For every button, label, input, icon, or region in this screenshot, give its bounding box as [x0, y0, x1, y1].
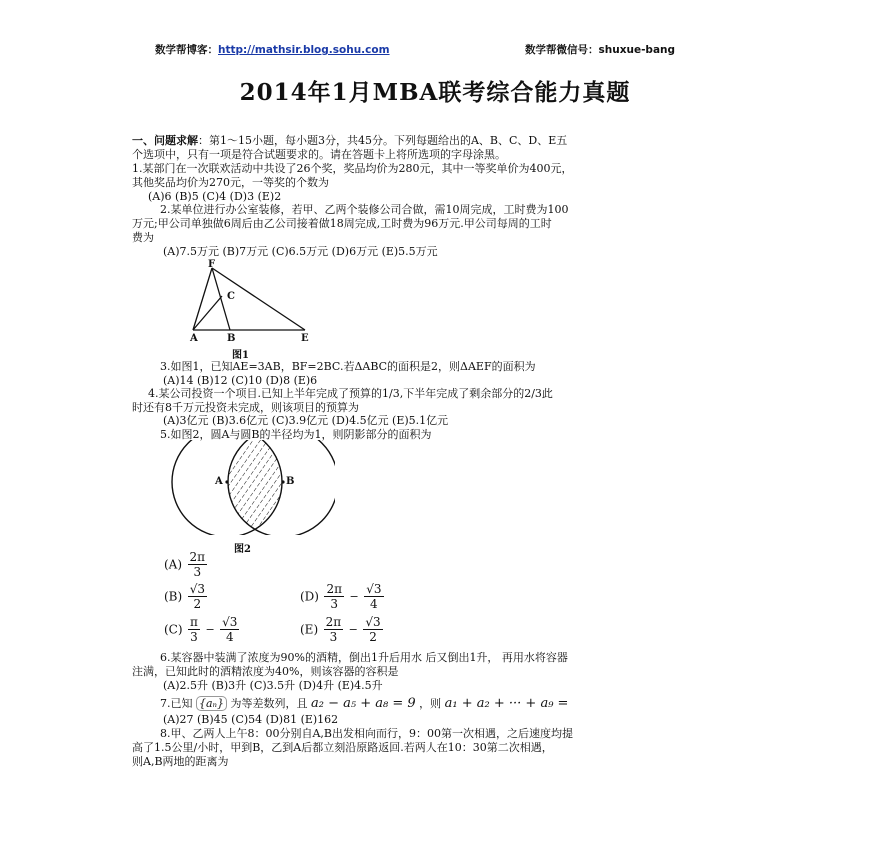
q6-line-2: 注满，已知此时的酒精浓度为40%，则该容器的容积是	[132, 665, 399, 678]
q5-option-a	[164, 550, 209, 579]
q5-e-a-num: 2π	[325, 615, 342, 629]
q2-line-2: 万元;甲公司单独做6周后由乙公司接着做18周完成,工时费为96万元.甲公司每周的工时	[132, 217, 552, 230]
q5-e-minus: −	[348, 623, 358, 636]
q5-c-a-den: 3	[190, 630, 198, 644]
blog-link[interactable]: http://mathsir.blog.sohu.com	[218, 44, 390, 56]
q6-options: (A)2.5升 (B)3升 (C)3.5升 (D)4升 (E)4.5升	[163, 679, 383, 692]
section-heading: 一、问题求解	[132, 134, 198, 147]
q4-options: (A)3亿元 (B)3.6亿元 (C)3.9亿元 (D)4.5亿元 (E)5.1亿元	[163, 414, 449, 427]
q8-line-3: 则A,B两地的距离为	[132, 755, 229, 768]
q5-c-b-num: √3	[222, 615, 238, 629]
fig1-label-a: A	[190, 333, 198, 344]
q3-options: (A)14 (B)12 (C)10 (D)8 (E)6	[163, 374, 318, 387]
q5-a-num: 2π	[189, 550, 206, 564]
fig1-caption: 图1	[232, 350, 249, 361]
q5-option-e	[300, 615, 385, 644]
q5-c-minus: −	[205, 623, 215, 636]
q5-line-1: 5.如图2，圆A与圆B的半径均为1，则阴影部分的面积为	[160, 428, 432, 441]
q8-line-1: 8.甲、乙两人上午8：00分别自A,B出发相向而行，9：00第一次相遇，之后速度均提	[160, 727, 574, 740]
q2-options: (A)7.5万元 (B)7万元 (C)6.5万元 (D)6万元 (E)5.5万元	[163, 245, 438, 258]
q2-line-3: 费为	[132, 231, 154, 244]
q5-d-a-den: 3	[330, 597, 339, 611]
q7-condition: a₂ − a₅ + a₈ = 9	[311, 696, 416, 711]
fig2-label-a: A	[215, 476, 223, 487]
q7-sum: a₁ + a₂ + ··· + a₉ =	[444, 696, 569, 711]
q7-sequence: {aₙ}	[196, 696, 227, 711]
fig1-label-b: B	[227, 333, 236, 344]
q5-e-b-num: √3	[365, 615, 381, 629]
q5-option-a-label: (A)	[164, 557, 183, 572]
q4-line-1: 4.某公司投资一个项目.已知上半年完成了预算的1/3,下半年完成了剩余部分的2/3此	[148, 387, 553, 400]
q7-prefix: 7.已知	[160, 697, 193, 710]
q3-line-1: 3.如图1，已知AE=3AB，BF=2BC.若ΔABC的面积是2，则ΔAEF的面积为	[160, 360, 536, 373]
q1-line-2: 其他奖品均价为270元，一等奖的个数为	[132, 176, 329, 189]
q7-then: ，则	[419, 697, 442, 710]
q5-d-a-num: 2π	[326, 582, 343, 596]
q1-options: (A)6 (B)5 (C)4 (D)3 (E)2	[148, 190, 282, 203]
q5-option-b-label: (B)	[164, 589, 183, 604]
q5-c-b-den: 4	[225, 630, 234, 644]
q7-mid: 为等差数列，且	[230, 697, 308, 710]
q5-option-e-label: (E)	[300, 622, 319, 637]
q5-a-den: 3	[193, 565, 202, 579]
page-header	[155, 42, 676, 57]
q1-line-1: 1.某部门在一次联欢活动中共设了26个奖，奖品均价为280元，其中一等奖单价为400元，	[132, 162, 573, 175]
page-title: 2014年1月MBA联考综合能力真题	[239, 79, 631, 106]
q5-d-b-num: √3	[366, 582, 382, 596]
q5-b-den: 2	[193, 597, 202, 611]
q5-option-b	[164, 582, 209, 611]
section-intro-text-1: ：第1～15小题，每小题3分，共45分。下列每题给出的A、B、C、D、E五	[198, 134, 568, 147]
q5-e-b-den: 2	[369, 630, 377, 644]
q5-option-d	[300, 582, 386, 611]
fig1-label-e: E	[301, 333, 309, 344]
fig2-label-b: B	[286, 476, 295, 487]
q5-option-c-label: (C)	[164, 622, 183, 637]
figure-1-triangle	[185, 258, 315, 343]
q5-option-d-label: (D)	[300, 589, 319, 604]
q2-line-1: 2.某单位进行办公室装修，若甲、乙两个装修公司合做，需10周完成，工时费为100	[160, 203, 569, 216]
q5-option-c	[164, 615, 241, 644]
blog-label: 数学帮博客：	[155, 44, 218, 56]
q5-d-b-den: 4	[370, 597, 378, 611]
section-intro	[132, 134, 567, 147]
wechat-label: 数学帮微信号：shuxue-bang	[525, 44, 676, 56]
q5-c-a-num: π	[190, 615, 198, 629]
q7-line-1	[160, 697, 568, 710]
figure-2-circles	[165, 440, 335, 535]
fig1-label-c: C	[227, 291, 235, 302]
q6-line-1: 6.某容器中装满了浓度为90%的酒精，倒出1升后用水 后又倒出1升， 再用水将容器	[160, 651, 568, 664]
fig2-caption: 图2	[234, 544, 251, 555]
q4-line-2: 时还有8千万元投资未完成，则该项目的预算为	[132, 401, 359, 414]
fig1-label-f: F	[208, 259, 216, 270]
q7-options: (A)27 (B)45 (C)54 (D)81 (E)162	[163, 713, 339, 726]
q5-e-a-den: 3	[329, 630, 338, 644]
q8-line-2: 高了1.5公里/小时，甲到B，乙到A后都立刻沿原路返回.若两人在10：30第二次相遇，	[132, 741, 553, 754]
q5-b-num: √3	[189, 582, 205, 596]
q5-d-minus: −	[349, 590, 359, 603]
section-intro-text-2: 个选项中，只有一项是符合试题要求的。请在答题卡上将所选项的字母涂黑。	[132, 148, 506, 161]
